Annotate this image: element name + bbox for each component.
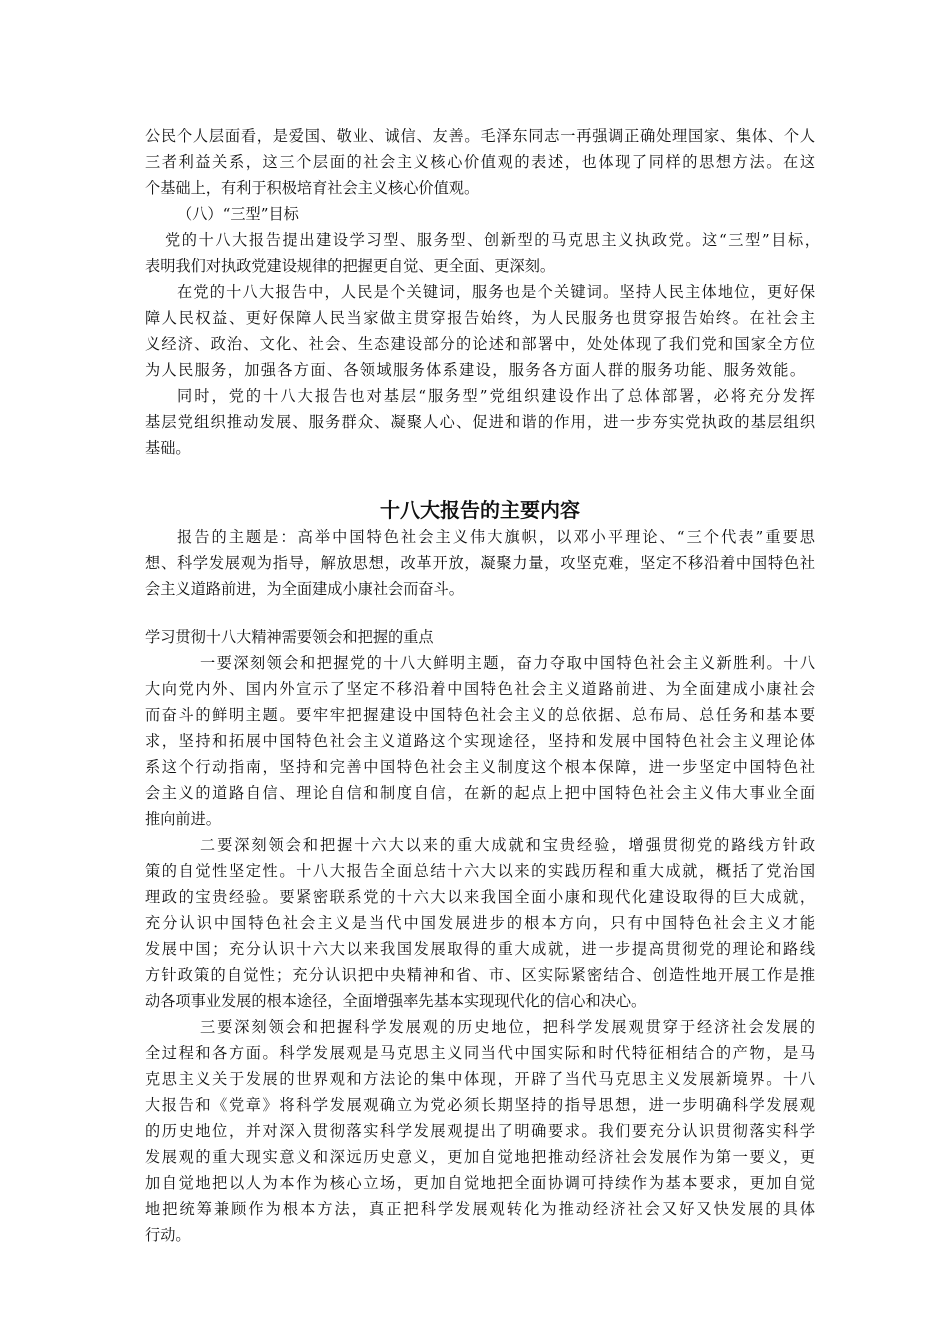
intro-paragraph-line: 三者利益关系，这三个层面的社会主义核心价值观的表述，也体现了同样的思想方法。在这 xyxy=(145,153,815,171)
point-one-line: 一要深刻领会和把握党的十八大鲜明主题，奋力夺取中国特色社会主义新胜利。十八 xyxy=(200,654,815,672)
point-three-line: 行动。 xyxy=(145,1226,191,1244)
intro-paragraph-line: 个基础上，有利于积极培育社会主义核心价值观。 xyxy=(145,179,480,197)
people-paragraph-line: 障人民权益、更好保障人民当家做主贯穿报告始终，为人民服务也贯穿报告始终。在社会主 xyxy=(145,309,815,327)
point-one-line: 系这个行动指南，坚持和完善中国特色社会主义制度这个根本保障，进一步坚定中国特色社 xyxy=(145,758,815,776)
three-types-paragraph-line: 党的十八大报告提出建设学习型、服务型、创新型的马克思主义执政党。这“三型”目标， xyxy=(165,231,820,249)
point-three-line: 发展观的重大现实意义和深远历史意义，更加自觉地把推动经济社会发展作为第一要义，更 xyxy=(145,1148,815,1166)
study-heading: 学习贯彻十八大精神需要领会和把握的重点 xyxy=(145,628,434,646)
point-one-line: 求，坚持和拓展中国特色社会主义道路这个实现途径，坚持和发展中国特色社会主义理论体 xyxy=(145,732,815,750)
point-three-line: 加自觉地把以人为本作为核心立场，更加自觉地把全面协调可持续作为基本要求，更加自觉 xyxy=(145,1174,815,1192)
point-two-line: 发展中国；充分认识十六大以来我国发展取得的重大成就，进一步提高贯彻党的理论和路线 xyxy=(145,940,815,958)
point-two-line: 动各项事业发展的根本途径，全面增强率先基本实现现代化的信心和决心。 xyxy=(145,992,647,1010)
point-one-line: 而奋斗的鲜明主题。要牢牢把握建设中国特色社会主义的总依据、总布局、总任务和基本要 xyxy=(145,706,815,724)
point-three-line: 克思主义关于发展的世界观和方法论的集中体现，开辟了当代马克思主义发展新境界。十八 xyxy=(145,1070,815,1088)
point-two-line: 理政的宝贵经验。要紧密联系党的十六大以来我国全面小康和现代化建设取得的巨大成就， xyxy=(145,888,815,906)
point-two-line: 策的自觉性坚定性。十八大报告全面总结十六大以来的实践历程和重大成就，概括了党治国 xyxy=(145,862,815,880)
main-title: 十八大报告的主要内容 xyxy=(380,498,580,522)
point-two-line: 二要深刻领会和把握十六大以来的重大成就和宝贵经验，增强贯彻党的路线方针政 xyxy=(200,836,815,854)
theme-paragraph-line: 报告的主题是：高举中国特色社会主义伟大旗帜，以邓小平理论、“三个代表”重要思 xyxy=(177,528,815,546)
people-paragraph-line: 为人民服务，加强各方面、各领域服务体系建设，服务各方面人群的服务功能、服务效能。 xyxy=(145,361,805,379)
point-three-line: 大报告和《党章》将科学发展观确立为党必须长期坚持的指导思想，进一步明确科学发展观 xyxy=(145,1096,815,1114)
section-heading-eight: （八）“三型”目标 xyxy=(177,205,299,223)
three-types-paragraph-line: 表明我们对执政党建设规律的把握更自觉、更全面、更深刻。 xyxy=(145,257,556,275)
point-three-line: 的历史地位，并对深入贯彻落实科学发展观提出了明确要求。我们要充分认识贯彻落实科学 xyxy=(145,1122,815,1140)
intro-paragraph-line: 公民个人层面看，是爱国、敬业、诚信、友善。毛泽东同志一再强调正确处理国家、集体、个人 xyxy=(145,127,815,145)
people-paragraph-line: 在党的十八大报告中，人民是个关键词，服务也是个关键词。坚持人民主体地位，更好保 xyxy=(177,283,815,301)
point-three-line: 全过程和各方面。科学发展观是马克思主义同当代中国实际和时代特征相结合的产物，是马 xyxy=(145,1044,815,1062)
theme-paragraph-line: 会主义道路前进，为全面建成小康社会而奋斗。 xyxy=(145,580,464,598)
point-two-line: 充分认识中国特色社会主义是当代中国发展进步的根本方向，只有中国特色社会主义才能 xyxy=(145,914,815,932)
point-three-line: 三要深刻领会和把握科学发展观的历史地位，把科学发展观贯穿于经济社会发展的 xyxy=(200,1018,815,1036)
service-paragraph-line: 基层党组织推动发展、服务群众、凝聚人心、促进和谐的作用，进一步夯实党执政的基层组织 xyxy=(145,413,815,431)
service-paragraph-line: 基础。 xyxy=(145,439,191,457)
point-one-line: 大向党内外、国内外宣示了坚定不移沿着中国特色社会主义道路前进、为全面建成小康社会 xyxy=(145,680,815,698)
service-paragraph-line: 同时，党的十八大报告也对基层“服务型”党组织建设作出了总体部署，必将充分发挥 xyxy=(177,387,815,405)
point-three-line: 地把统筹兼顾作为根本方法，真正把科学发展观转化为推动经济社会又好又快发展的具体 xyxy=(145,1200,815,1218)
point-one-line: 会主义的道路自信、理论自信和制度自信，在新的起点上把中国特色社会主义伟大事业全面 xyxy=(145,784,815,802)
theme-paragraph-line: 想、科学发展观为指导，解放思想，改革开放，凝聚力量，攻坚克难，坚定不移沿着中国特色社 xyxy=(145,554,815,572)
people-paragraph-line: 义经济、政治、文化、社会、生态建设部分的论述和部署中，处处体现了我们党和国家全方位 xyxy=(145,335,815,353)
point-two-line: 方针政策的自觉性；充分认识把中央精神和省、市、区实际紧密结合、创造性地开展工作是推 xyxy=(145,966,815,984)
point-one-line: 推向前进。 xyxy=(145,810,221,828)
